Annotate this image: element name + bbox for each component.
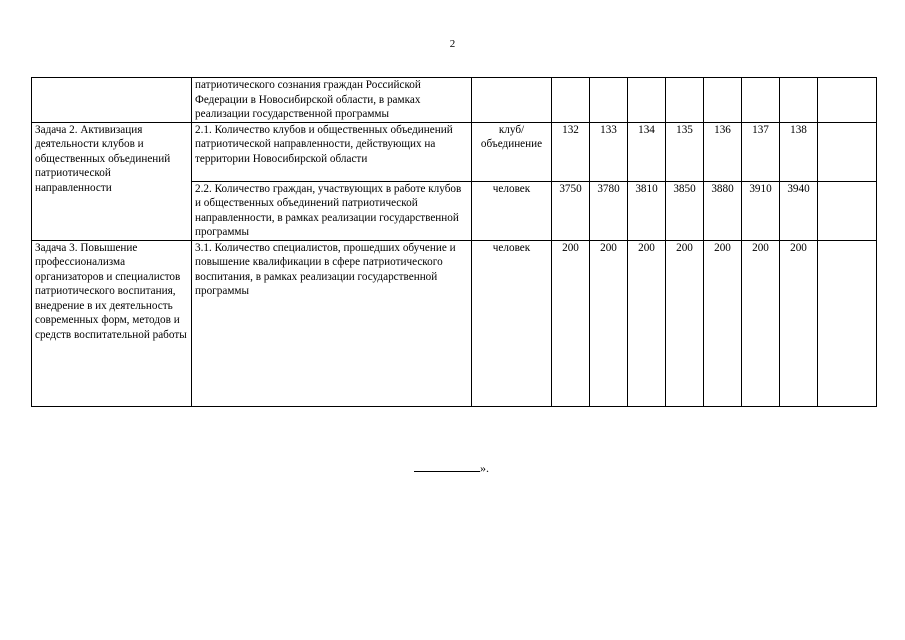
value-cell bbox=[590, 78, 628, 123]
value-cell: 134 bbox=[628, 122, 666, 181]
value-cell bbox=[666, 78, 704, 123]
indicator-cell: 2.1. Количество клубов и общественных объединений патриотической направленности, действующих на территории Новосибирской области bbox=[192, 122, 472, 181]
value-cell: 3750 bbox=[552, 181, 590, 240]
underline-blank bbox=[414, 460, 480, 472]
value-cell bbox=[552, 78, 590, 123]
value-cell: 132 bbox=[552, 122, 590, 181]
value-cell: 3780 bbox=[590, 181, 628, 240]
indicators-table bbox=[31, 77, 877, 407]
unit-cell: человек bbox=[472, 181, 552, 240]
closing-quote: ». bbox=[480, 461, 489, 475]
task-cell: Задача 3. Повышение профессионализма организаторов и специалистов патриотического воспитания, внедрение в их деятельность современных форм, методов и средств воспитательной работы bbox=[32, 240, 192, 406]
value-cell bbox=[704, 78, 742, 123]
value-cell: 137 bbox=[742, 122, 780, 181]
indicator-cell: патриотического сознания граждан Российской Федерации в Новосибирской области, в рамках реализации государственной программы bbox=[192, 78, 472, 123]
value-cell: 200 bbox=[704, 240, 742, 406]
task-cell: Задача 2. Активизация деятельности клубов и общественных объединений патриотической направленности bbox=[32, 122, 192, 240]
value-cell: 200 bbox=[628, 240, 666, 406]
value-cell bbox=[742, 78, 780, 123]
value-cell: 200 bbox=[666, 240, 704, 406]
value-cell: 200 bbox=[742, 240, 780, 406]
task-cell bbox=[32, 78, 192, 123]
value-cell: 200 bbox=[590, 240, 628, 406]
value-cell: 136 bbox=[704, 122, 742, 181]
value-cell: 3810 bbox=[628, 181, 666, 240]
value-cell: 200 bbox=[780, 240, 818, 406]
extra-cell bbox=[818, 181, 877, 240]
value-cell: 138 bbox=[780, 122, 818, 181]
table-row bbox=[32, 122, 877, 181]
indicator-cell: 3.1. Количество специалистов, прошедших обучение и повышение квалификации в сфере патриотического воспитания, в рамках реализации государственной программы bbox=[192, 240, 472, 406]
table-row bbox=[32, 78, 877, 123]
value-cell: 3910 bbox=[742, 181, 780, 240]
extra-cell bbox=[818, 78, 877, 123]
value-cell: 135 bbox=[666, 122, 704, 181]
indicator-cell: 2.2. Количество граждан, участвующих в работе клубов и общественных объединений патриотической направленности, в рамках реализации государственной программы bbox=[192, 181, 472, 240]
page-number: 2 bbox=[449, 38, 456, 50]
table-row bbox=[32, 240, 877, 406]
unit-cell: человек bbox=[472, 240, 552, 406]
unit-cell: клуб/ объединение bbox=[472, 122, 552, 181]
extra-cell bbox=[818, 122, 877, 181]
value-cell: 200 bbox=[552, 240, 590, 406]
closing-mark bbox=[414, 460, 489, 476]
value-cell: 3850 bbox=[666, 181, 704, 240]
extra-cell bbox=[818, 240, 877, 406]
value-cell bbox=[628, 78, 666, 123]
unit-cell bbox=[472, 78, 552, 123]
value-cell bbox=[780, 78, 818, 123]
value-cell: 3940 bbox=[780, 181, 818, 240]
value-cell: 3880 bbox=[704, 181, 742, 240]
value-cell: 133 bbox=[590, 122, 628, 181]
